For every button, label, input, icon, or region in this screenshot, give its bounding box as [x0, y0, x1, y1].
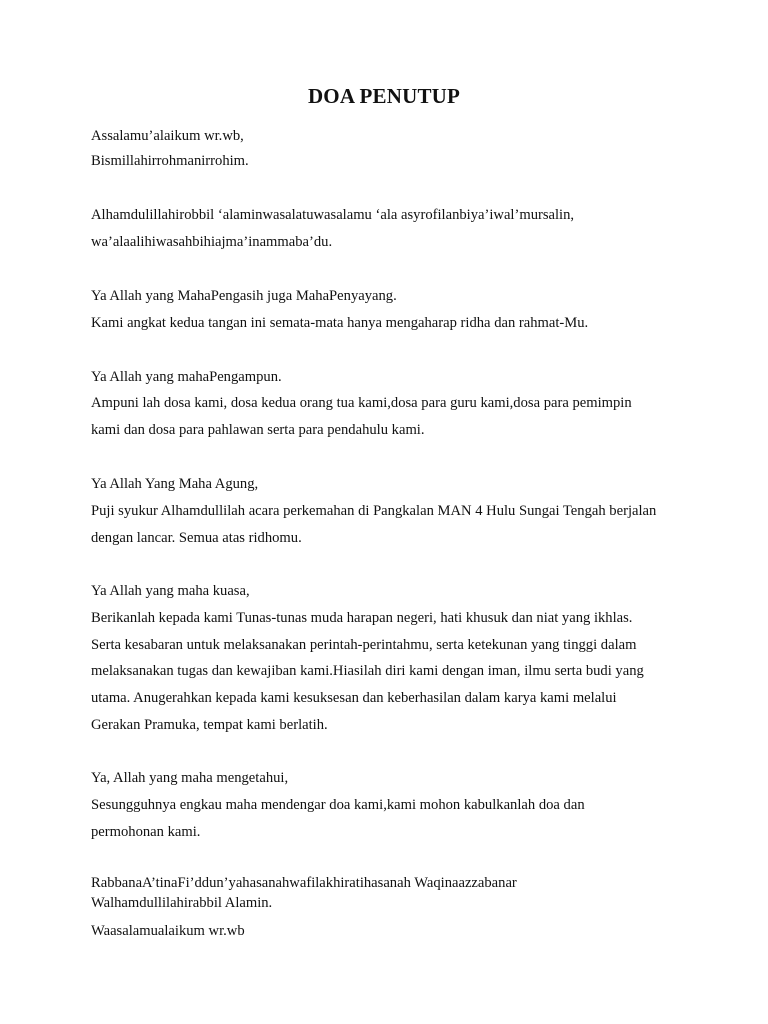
p3-line-2: Puji syukur Alhamdullilah acara perkemahan di Pangkalan MAN 4 Hulu Sungai Tengah berjalan — [91, 503, 657, 519]
p1-line-1: Ya Allah yang MahaPengasih juga MahaPenyayang. — [91, 288, 397, 304]
p2-line-3: kami dan dosa para pahlawan serta para pendahulu kami. — [91, 422, 425, 438]
document-title: DOA PENUTUP — [307, 84, 461, 108]
hamdalah-line-1: Alhamdulillahirobbil ‘alaminwasalatuwasalamu ‘ala asyrofilanbiya’iwal’mursalin, — [91, 207, 575, 223]
p3-line-1: Ya Allah Yang Maha Agung, — [91, 476, 259, 492]
p4-line-6: Gerakan Pramuka, tempat kami berlatih. — [91, 717, 328, 733]
closing-line-3: Waasalamualaikum wr.wb — [91, 923, 245, 939]
p2-line-1: Ya Allah yang mahaPengampun. — [91, 369, 282, 385]
p3-line-3: dengan lancar. Semua atas ridhomu. — [91, 530, 302, 546]
p5-line-2: Sesungguhnya engkau maha mendengar doa kami,kami mohon kabulkanlah doa dan — [91, 797, 585, 813]
p4-line-4: melaksanakan tugas dan kewajiban kami.Hiasilah diri kami dengan iman, ilmu serta budi yang — [91, 663, 644, 679]
closing-line-1: RabbanaA’tinaFi’ddun’yahasanahwafilakhiratihasanah Waqinaazzabanar — [91, 875, 517, 891]
p4-line-1: Ya Allah yang maha kuasa, — [91, 583, 250, 599]
greeting-line: Assalamu’alaikum wr.wb, — [91, 128, 244, 144]
p4-line-2: Berikanlah kepada kami Tunas-tunas muda harapan negeri, hati khusuk dan niat yang ikhlas. — [91, 610, 633, 626]
hamdalah-line-2: wa’alaalihiwasahbihiajma’inammaba’du. — [91, 234, 333, 250]
p4-line-3: Serta kesabaran untuk melaksanakan perintah-perintahmu, serta ketekunan yang tinggi dalam — [91, 637, 637, 653]
p2-line-2: Ampuni lah dosa kami, dosa kedua orang tua kami,dosa para guru kami,dosa para pemimpin — [91, 395, 632, 411]
p5-line-3: permohonan kami. — [91, 824, 201, 840]
closing-line-2: Walhamdullilahirabbil Alamin. — [91, 895, 273, 911]
p4-line-5: utama. Anugerahkan kepada kami kesuksesan dan keberhasilan dalam karya kami melalui — [91, 690, 617, 706]
basmalah-line: Bismillahirrohmanirrohim. — [91, 153, 249, 169]
p1-line-2: Kami angkat kedua tangan ini semata-mata hanya mengaharap ridha dan rahmat-Mu. — [91, 315, 589, 331]
p5-line-1: Ya, Allah yang maha mengetahui, — [91, 770, 289, 786]
